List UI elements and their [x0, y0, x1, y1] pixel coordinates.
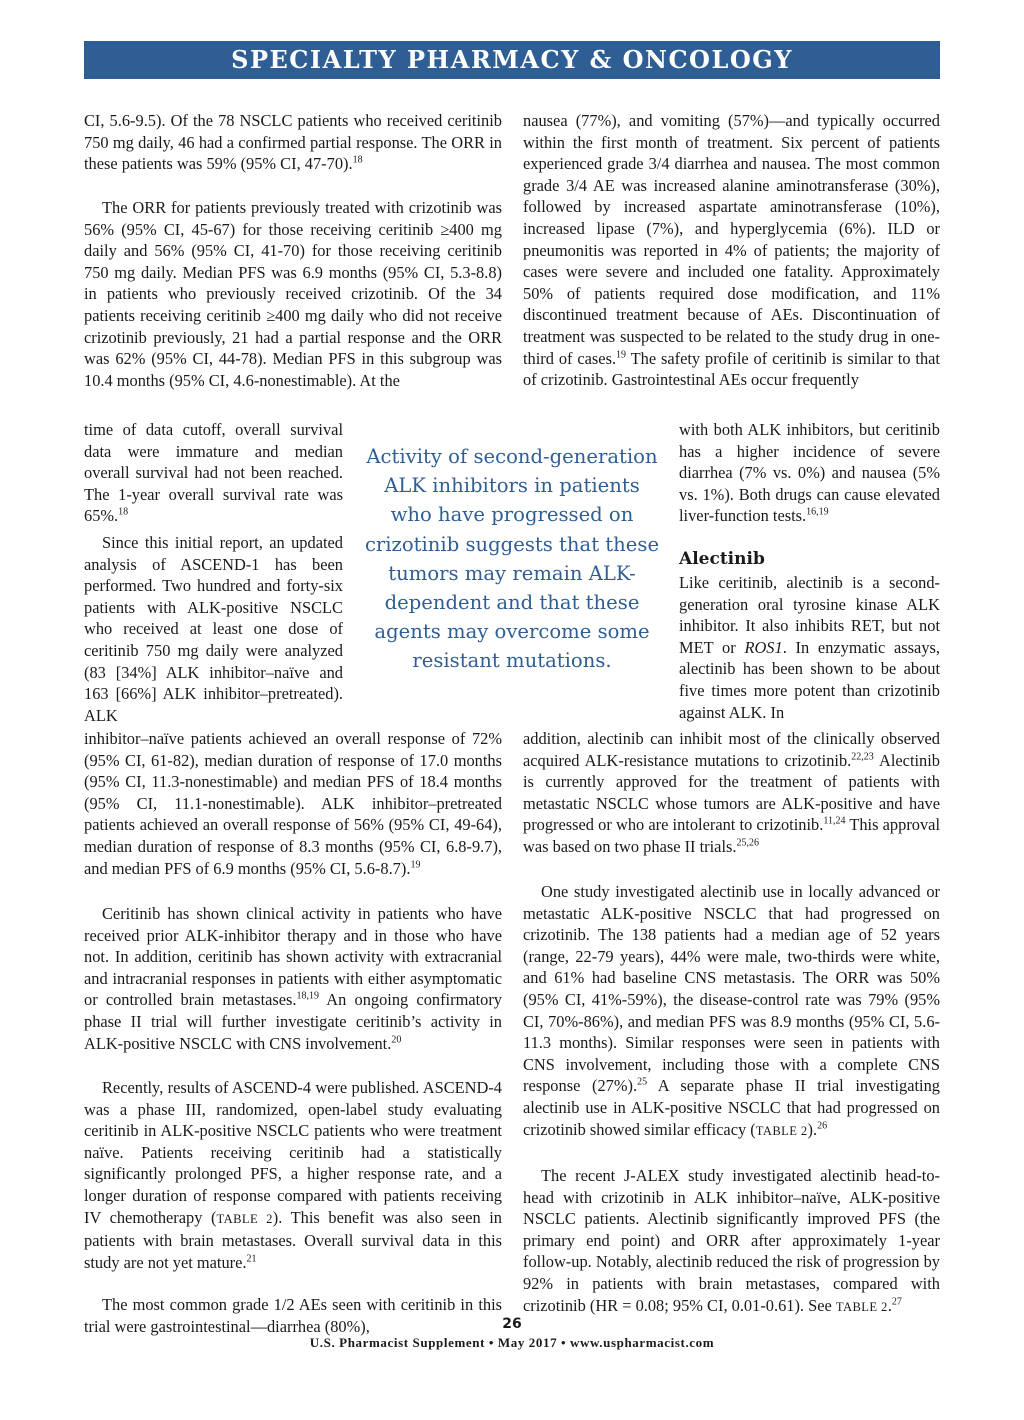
reference-marker: 11,24 — [823, 815, 846, 827]
body-paragraph: Ceritinib has shown clinical activity in patients who have received prior ALK-inhibitor therapy and in those who have not. In addition, ceritinib has shown activity with extracranial and intracranial responses in patients with either asymptomatic or controlled brain metastases.$^{18,19}$ An ongoing confirmatory phase II trial will further investigate ceritinib’s activity in ALK-positive NSCLC with CNS involvement.$^{20}$ — [84, 904, 502, 1053]
table-reference: TABLE 2 — [755, 1123, 808, 1138]
body-paragraph: with both ALK inhibitors, but ceritinib has a higher incidence of severe diarrhea (7% vs. 0%) and nausea (5% vs. 1%). Both drugs can cause elevated liver-function tests.$^{16,19}$ — [679, 420, 940, 526]
reference-marker: 20 — [391, 1034, 402, 1046]
body-paragraph: Since this initial report, an updated analysis of ASCEND-1 has been performed. Two hundred and forty-six patients with ALK-positive NSCLC who received at least one dose of ceritinib 750 mg daily were analyzed (83 [34%] ALK inhibitor–naïve and 163 [66%] ALK inhibitor–pretreated). ALK — [84, 533, 343, 725]
footer-text: U.S. Pharmacist Supplement • May 2017 • www.uspharmacist.com — [309, 1335, 715, 1350]
body-paragraph: The recent J-ALEX study investigated alectinib head-to-head with crizotinib in ALK inhibitor–naïve, ALK-positive NSCLC patients. Alectinib significantly improved PFS (the primary end point) and ORR after approximately 1-year follow-up. Notably, alectinib reduced the risk of progression by 92% in patients with brain metastases, compared with crizotinib (HR = 0.08; 95% CI, 0.01-0.61). See TABLE 2.27 — [523, 1166, 940, 1315]
body-paragraph: The most common grade 1/2 AEs seen with ceritinib in this trial were gastrointestinal—diarrhea (80%), — [84, 1295, 502, 1336]
reference-marker: 25,26 — [736, 837, 759, 849]
reference-marker: 18 — [118, 506, 129, 518]
body-paragraph: Like ceritinib, alectinib is a second-generation oral tyrosine kinase ALK inhibitor. It also inhibits RET, but not MET or ROS1. In enzymatic assays, alectinib has been shown to be about five times more potent than crizotinib against ALK. In — [679, 573, 941, 722]
reference-marker: 21 — [246, 1253, 257, 1265]
reference-marker: 19 — [410, 859, 421, 871]
table-reference: TABLE 2 — [835, 1299, 888, 1314]
reference-marker: 27 — [891, 1296, 902, 1308]
reference-marker: 18,19 — [296, 990, 320, 1002]
page-number: 26 — [502, 1316, 522, 1332]
body-paragraph: addition, alectinib can inhibit most of the clinically observed acquired ALK-resistance mutations to crizotinib.$^{22,23}$ Alectinib is currently approved for the treatment of patients with metastatic NSCLC whose tumors are ALK-positive and have progressed or who are intolerant to crizotinib.$^{11,24}$ This approval was based on two phase II trials.$^{25,26}$ — [523, 729, 941, 856]
reference-marker: 26 — [817, 1120, 828, 1132]
pull-quote: Activity of second-generation ALK inhibitors in patients who have progressed on crizotinib suggests that these tumors may remain ALK-dependent and that these agents may overcome some resistant mutations. — [364, 445, 660, 673]
section-header-banner: SPECIALTY PHARMACY & ONCOLOGY — [84, 41, 940, 79]
body-paragraph: nausea (77%), and vomiting (57%)—and typically occurred within the first month of treatment. Six percent of patients experienced grade 3/4 diarrhea and nausea. The most common grade 3/4 AE was increased alanine aminotransferase (30%), followed by increased aspartate aminotransferase (10%), increased lipase (7%), and hyperglycemia (6%). ILD or pneumonitis was reported in 4% of patients; the majority of cases were severe and included one fatality. Approximately 50% of patients required dose modification, and 11% discontinued treatment because of AEs. Discontinuation of treatment was suspected to be related to the study drug in one-third of cases.$^{19}$ The safety profile of ceritinib is similar to that of crizotinib. Gastrointestinal AEs occur frequently — [523, 111, 940, 390]
table-reference: TABLE 2 — [216, 1211, 273, 1226]
body-paragraph: CI, 5.6-9.5). Of the 78 NSCLC patients who received ceritinib 750 mg daily, 46 had a confirmed partial response. The ORR in these patients was 59% (95% CI, 47-70).$^{18}$ — [84, 111, 502, 174]
reference-marker: 18 — [352, 154, 363, 166]
body-paragraph: Recently, results of ASCEND-4 were published. ASCEND-4 was a phase III, randomized, open-label study evaluating ceritinib in ALK-positive NSCLC patients who were treatment naïve. Patients receiving ceritinib had a statistically significantly prolonged PFS, a higher response rate, and a longer duration of response compared with patients receiving IV chemotherapy (TABLE 2). This benefit was also seen in patients with brain metastases. Overall survival data in this study are not yet mature.$^{21}$ — [84, 1078, 503, 1272]
body-paragraph: One study investigated alectinib use in locally advanced or metastatic ALK-positive NSCLC that had progressed on crizotinib. The 138 patients had a median age of 52 years (range, 22-79 years), 44% were male, two-thirds were white, and 61% had baseline CNS metastasis. The ORR was 50% (95% CI, 41%-59%), the disease-control rate was 79% (95% CI, 70%-86%), and median PFS was 8.9 months (95% CI, 5.6-11.3 months). Similar responses were seen in patients with CNS involvement, including those with a complete CNS response (27%).$^{25}$ A separate phase II trial investigating alectinib use in ALK-positive NSCLC that had progressed on crizotinib showed similar efficacy (TABLE 2).$^{26}$ — [523, 882, 940, 1139]
section-heading: Alectinib — [679, 549, 765, 569]
reference-marker: 22,23 — [851, 751, 874, 763]
gene-name: ROS1 — [744, 637, 783, 657]
reference-marker: 19 — [616, 349, 627, 361]
reference-marker: 25 — [637, 1076, 648, 1088]
body-paragraph: inhibitor–naïve patients achieved an overall response of 72% (95% CI, 61-82), median duration of response of 17.0 months (95% CI, 11.3-nonestimable) and median PFS of 18.4 months (95% CI, 11.1-nonestimable). ALK inhibitor–pretreated patients achieved an overall response of 56% (95% CI, 49-64), median duration of response of 8.3 months (95% CI, 6.8-9.7), and median PFS of 6.9 months (95% CI, 5.6-8.7).$^{19}$ — [84, 729, 502, 878]
reference-marker: 16,19 — [806, 506, 829, 518]
body-paragraph: time of data cutoff, overall survival data were immature and median overall survival had not been reached. The 1-year overall survival rate was 65%.$^{18}$ — [84, 420, 343, 526]
body-paragraph: The ORR for patients previously treated with crizotinib was 56% (95% CI, 45-67) for those receiving ceritinib ≥400 mg daily and 56% (95% CI, 41-70) for those receiving ceritinib 750 mg daily. Median PFS was 6.9 months (95% CI, 5.3-8.8) in patients who previously received crizotinib. Of the 34 patients receiving ceritinib ≥400 mg daily who did not receive crizotinib previously, 21 had a partial response and the ORR was 62% (95% CI, 44-78). Median PFS in this subgroup was 10.4 months (95% CI, 4.6-nonestimable). At the — [84, 198, 502, 390]
